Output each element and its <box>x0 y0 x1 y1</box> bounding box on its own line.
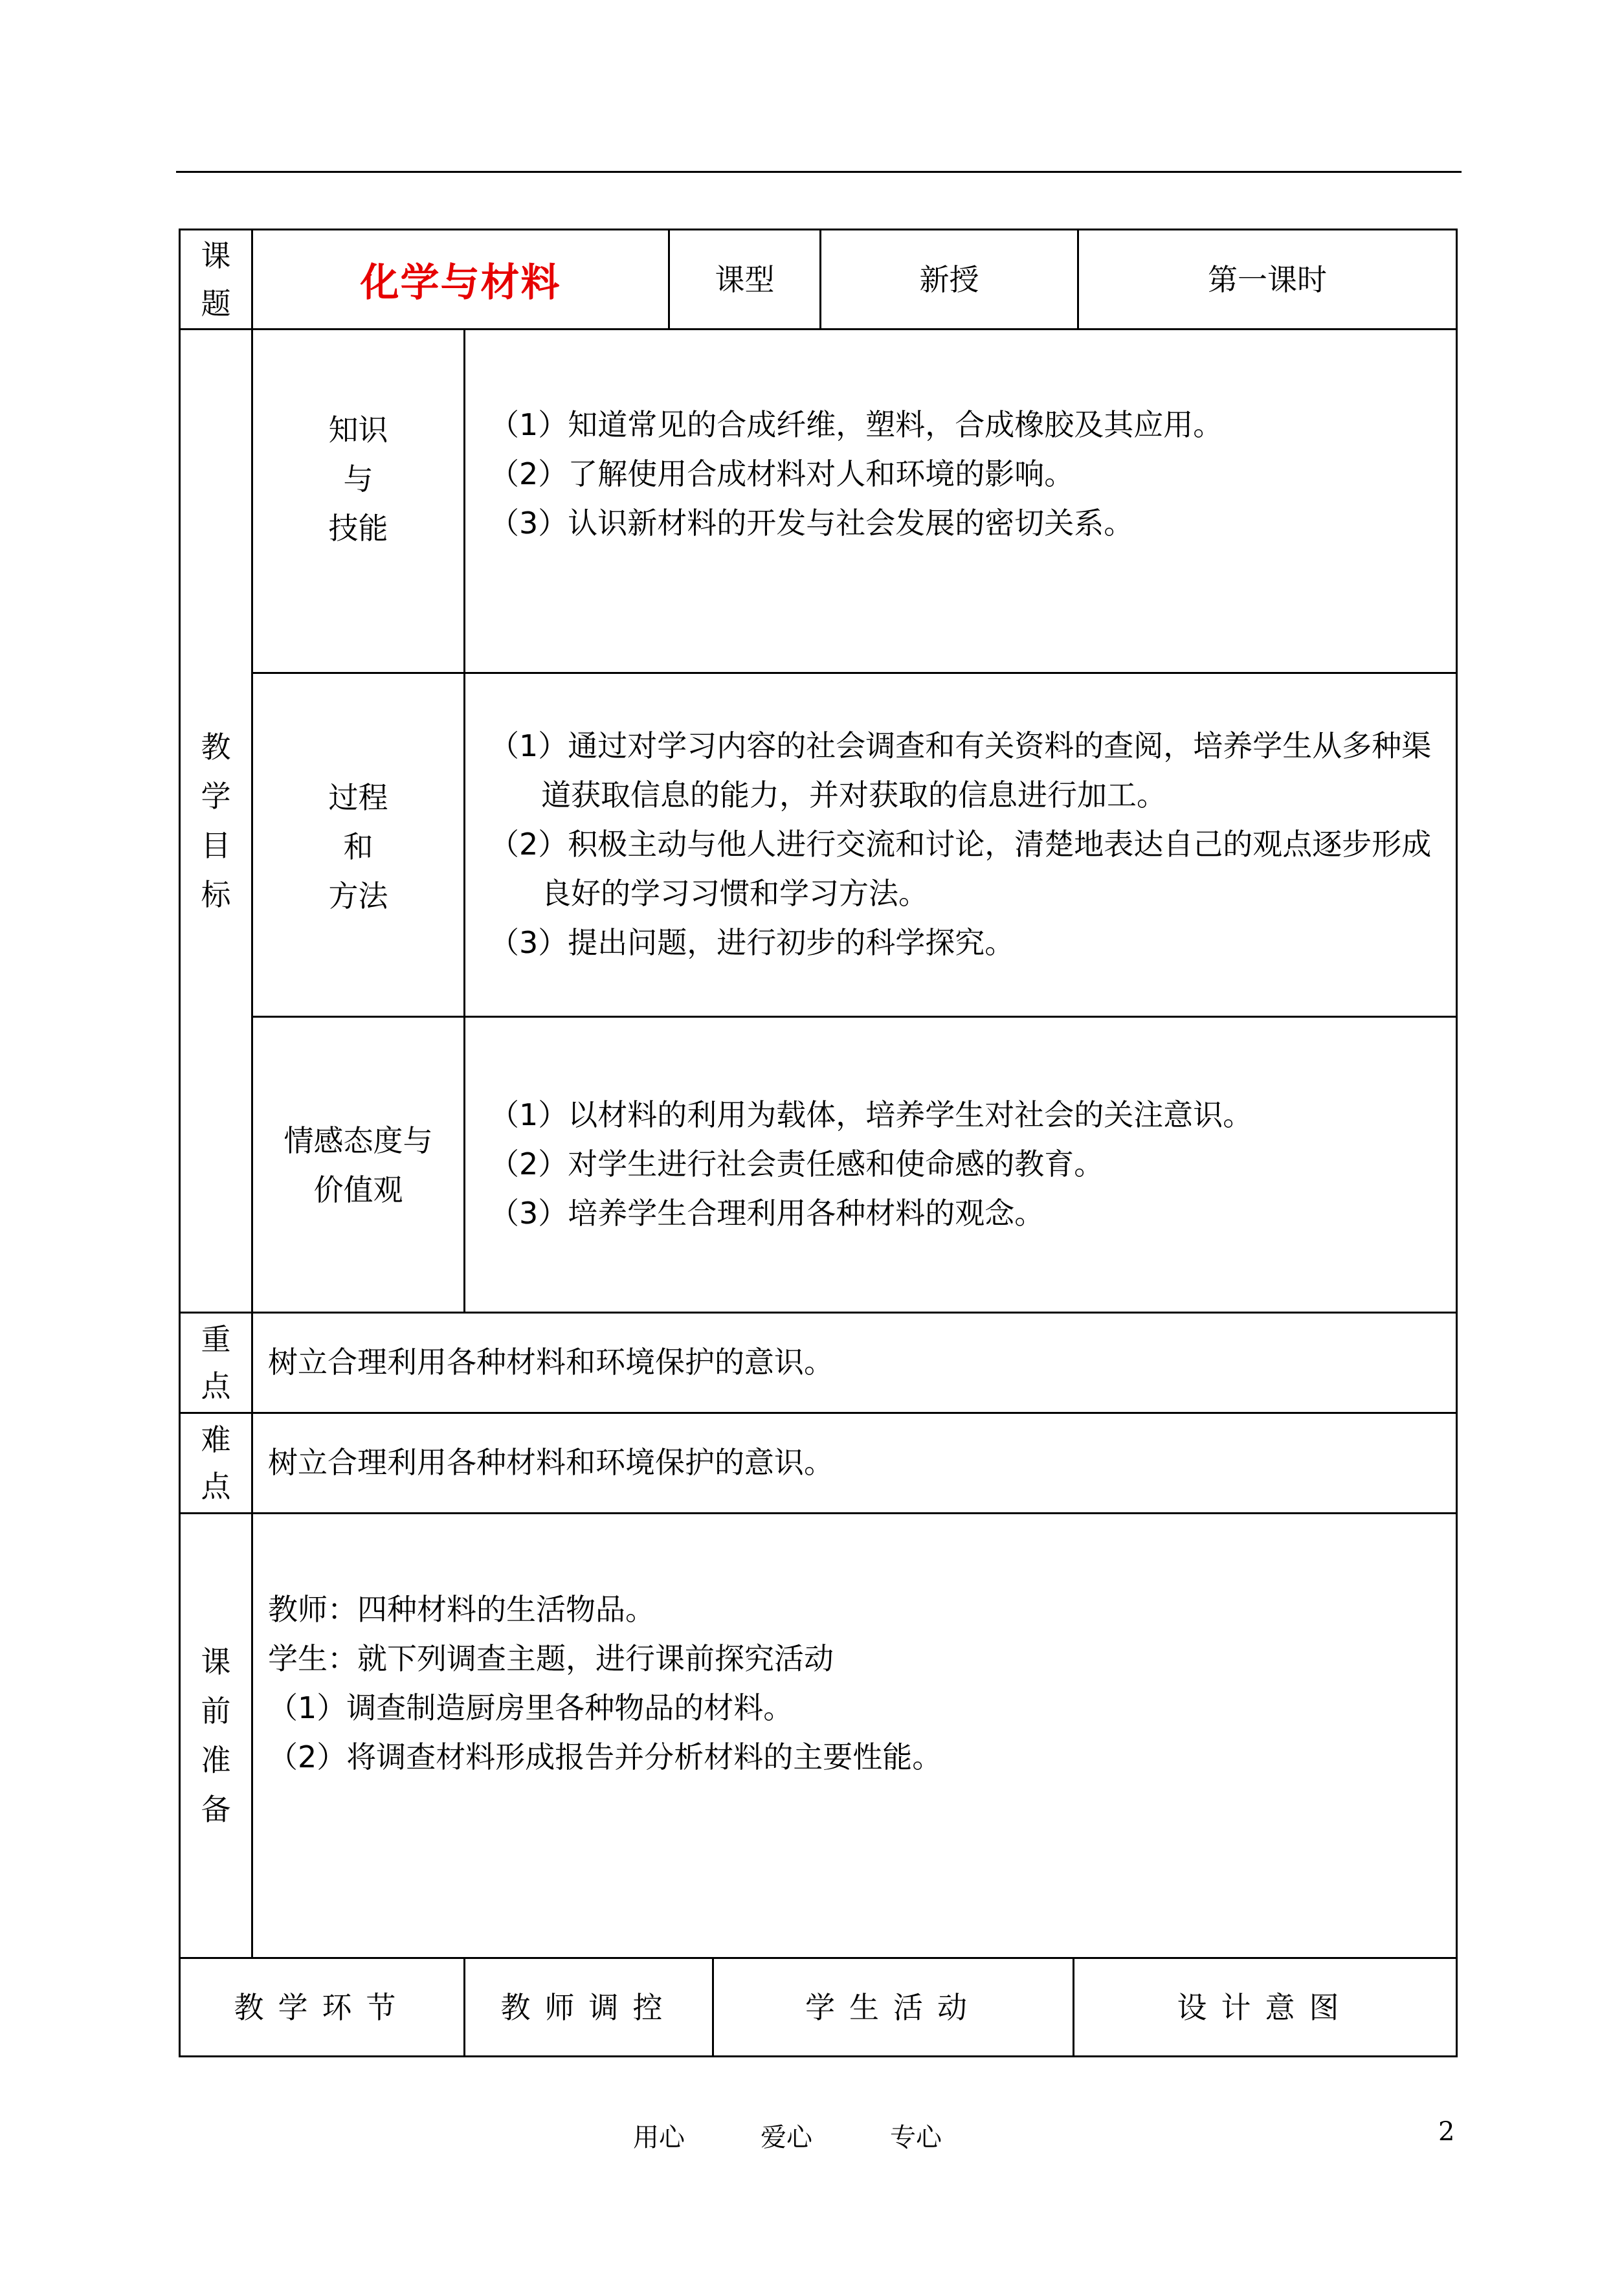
preparation-list <box>268 1585 1433 1782</box>
list-item: 学生：就下列调查主题，进行课前探究活动 <box>268 1641 834 1676</box>
col-header-teaching-phase: 教学环节 <box>234 1989 410 2025</box>
objectives-label: 教 学 目 标 <box>201 730 231 912</box>
col-line <box>463 328 465 1314</box>
row-line <box>179 1512 1458 1514</box>
process-methods-label: 过程 和 方法 <box>328 780 388 913</box>
list-item: （2）积极主动与他人进行交流和讨论，清楚地表达自己的观点逐步形成良好的学习习惯和学习方法。 <box>489 827 1432 911</box>
knowledge-skills-label: 知识 与 技能 <box>328 412 388 546</box>
topic-label: 课 题 <box>201 238 231 321</box>
table-border-bottom <box>179 2055 1458 2057</box>
emotion-values-label: 情感态度与 价值观 <box>284 1123 433 1207</box>
list-item: （2）了解使用合成材料对人和环境的影响。 <box>489 456 1074 491</box>
col-header-student-activity: 学生活动 <box>805 1989 981 2025</box>
col-header-teacher-control: 教师调控 <box>500 1989 677 2025</box>
list-item: （3）认识新材料的开发与社会发展的密切关系。 <box>489 506 1134 541</box>
footer-motto-1: 用心 <box>633 2123 685 2153</box>
lesson-type-value: 新授 <box>919 262 979 297</box>
knowledge-skills-list <box>489 400 1441 548</box>
difficulty-label: 难 点 <box>201 1422 231 1504</box>
list-item: （2）对学生进行社会责任感和使命感的教育。 <box>489 1146 1104 1181</box>
list-item: （2）将调查材料形成报告并分析材料的主要性能。 <box>268 1739 942 1774</box>
list-item: （1）以材料的利用为载体，培养学生对社会的关注意识。 <box>489 1097 1253 1132</box>
list-item: 教师：四种材料的生活物品。 <box>268 1592 655 1627</box>
row-line <box>252 672 1458 674</box>
key-point-label: 重 点 <box>201 1322 231 1404</box>
key-point-text: 树立合理利用各种材料和环境保护的意识。 <box>268 1345 834 1380</box>
table-border-right <box>1456 229 1458 2057</box>
emotion-values-list <box>489 1090 1441 1238</box>
list-item: （1）调查制造厨房里各种物品的材料。 <box>268 1690 794 1725</box>
row-line <box>179 1312 1458 1314</box>
list-item: （3）培养学生合理利用各种材料的观念。 <box>489 1196 1045 1231</box>
list-item: （1）知道常见的合成纤维，塑料，合成橡胶及其应用。 <box>489 407 1223 442</box>
list-item: （3）提出问题，进行初步的科学探究。 <box>489 925 1015 960</box>
process-methods-list <box>489 721 1447 967</box>
row-line <box>252 1016 1458 1018</box>
lesson-title-cell <box>253 230 668 328</box>
lesson-title: 化学与材料 <box>360 260 561 306</box>
footer-motto-2: 爱心 <box>761 2123 812 2153</box>
difficulty-text: 树立合理利用各种材料和环境保护的意识。 <box>268 1445 834 1480</box>
header-rule <box>176 171 1462 173</box>
col-header-design-intent: 设计意图 <box>1177 1989 1353 2025</box>
lesson-period: 第一课时 <box>1208 262 1327 297</box>
row-line <box>179 328 1458 330</box>
list-item: （1）通过对学习内容的社会调查和有关资料的查阅，培养学生从多种渠道获取信息的能力，并对获取的信息进行加工。 <box>489 728 1432 812</box>
lesson-type-label: 课型 <box>715 262 775 297</box>
row-line <box>179 1412 1458 1414</box>
preparation-label: 课 前 准 备 <box>201 1644 231 1827</box>
page-number: 2 <box>1438 2117 1455 2147</box>
footer-motto-3: 专心 <box>890 2123 942 2153</box>
